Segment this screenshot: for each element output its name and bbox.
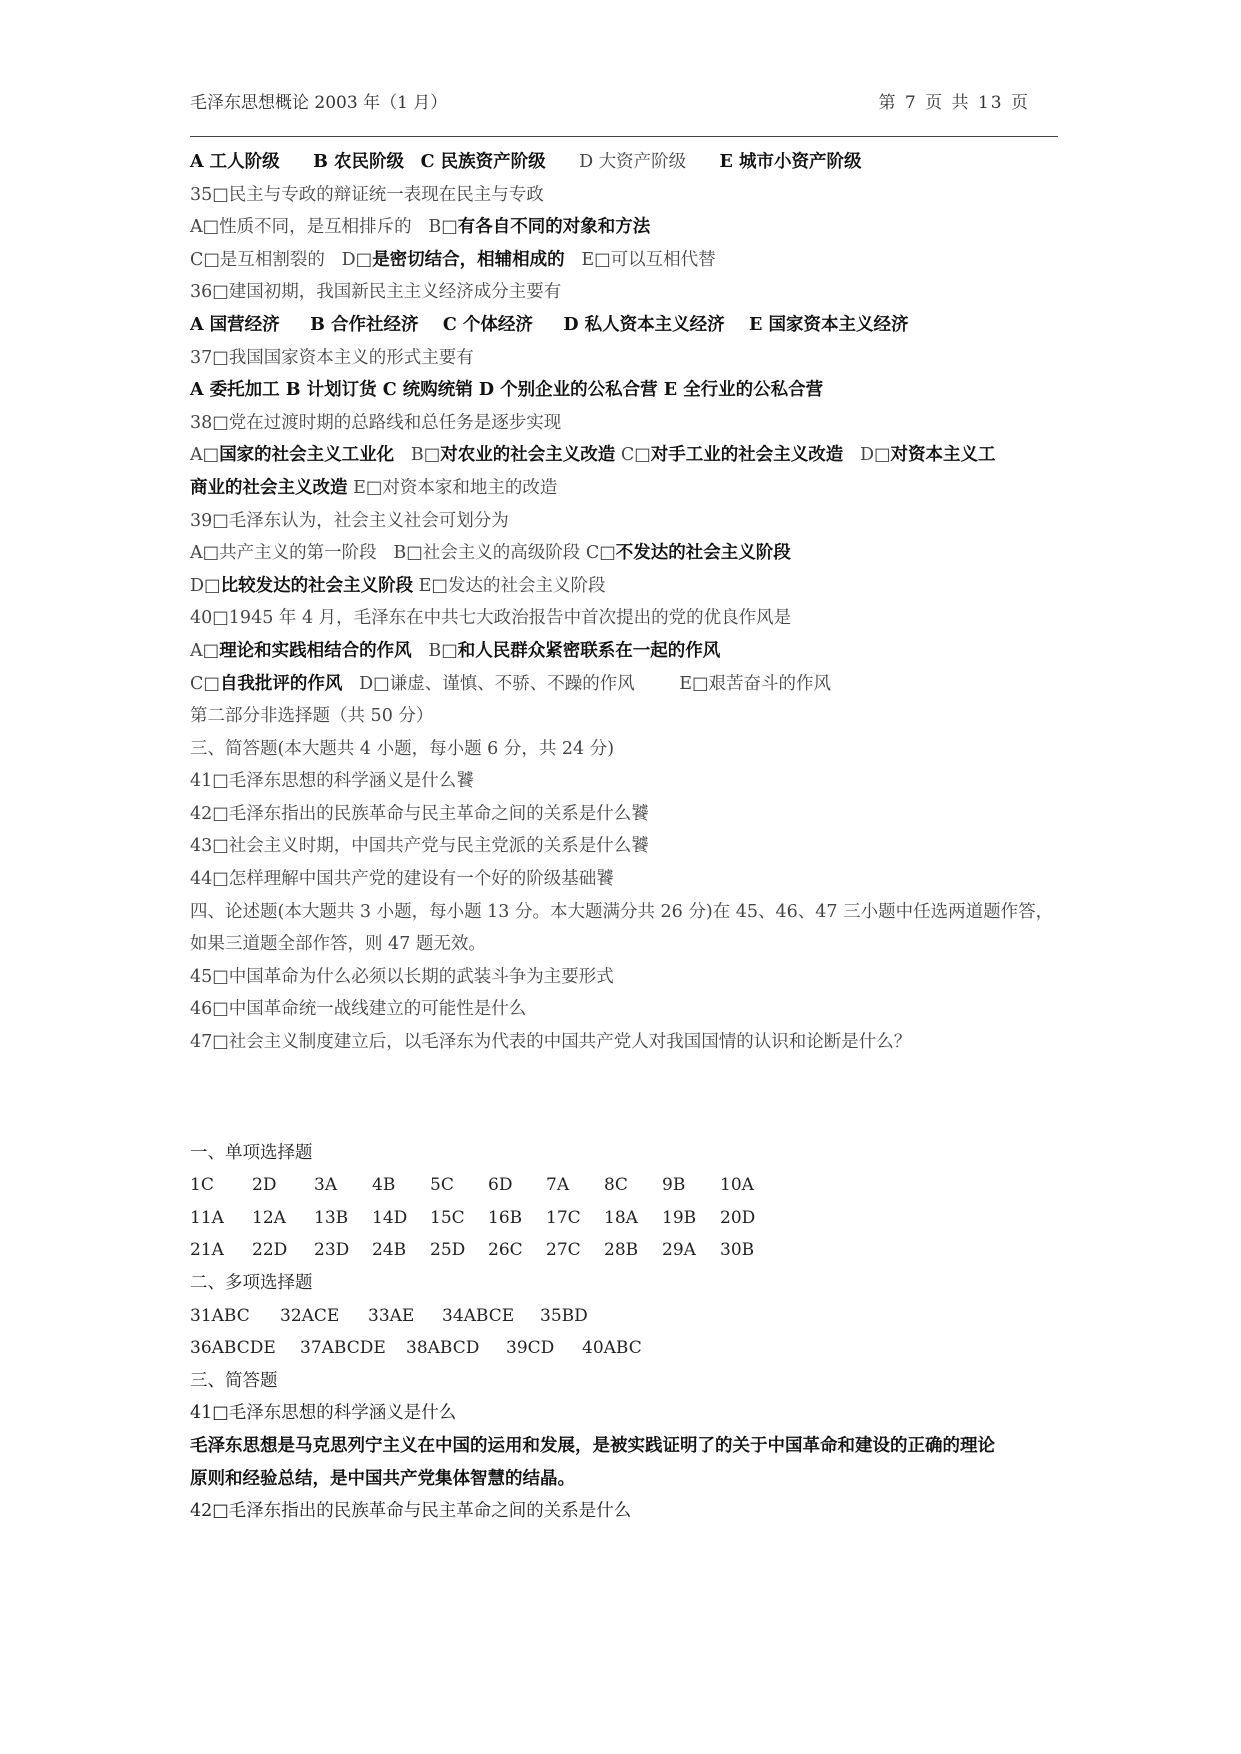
text-line [190, 798, 1060, 831]
text-line [190, 179, 1060, 212]
text-run: E□发达的社会主义阶段 [413, 575, 606, 596]
text-run: 45□中国革命为什么必须以长期的武装斗争为主要形式 [190, 966, 614, 987]
answer-section-title: 一、单项选择题 [190, 1142, 313, 1163]
answer-highlight: 商业的社会主义改造 [190, 477, 348, 498]
answer-highlight: 自我批评的作风 [219, 673, 343, 694]
answer-cell: 29A [662, 1240, 696, 1261]
answer-highlight: B 农民阶级 [313, 152, 404, 172]
answer-highlight: E 城市小资产阶级 [719, 152, 862, 172]
text-line [190, 602, 1060, 635]
answer-row [190, 1169, 1060, 1202]
answer-row [190, 1202, 1060, 1235]
answer-cell: 12A [252, 1207, 286, 1228]
answer-cell: 35BD [540, 1305, 588, 1326]
answer-highlight: 理论和实践相结合的作风 [219, 640, 412, 661]
answer-cell: 9B [662, 1175, 686, 1196]
answer-cell: 30B [720, 1240, 755, 1261]
text-line [190, 439, 1060, 472]
page-header [190, 88, 1060, 118]
text-run: D□ [843, 445, 891, 466]
text-line [190, 700, 1060, 733]
text-line [190, 635, 1060, 668]
text-line [190, 896, 1060, 929]
answer-cell: 31ABC [190, 1305, 250, 1326]
text-run: 36□建国初期，我国新民主主义经济成分主要有 [190, 282, 562, 303]
text-line [190, 309, 1060, 342]
answer-section-title: 二、多项选择题 [190, 1273, 313, 1293]
answer-cell: 13B [314, 1207, 349, 1228]
answer-highlight: C 民族资产阶级 [420, 152, 546, 172]
answer-cell: 39CD [506, 1338, 555, 1359]
answer-cell: 24B [372, 1240, 407, 1261]
answer-cell: 40ABC [582, 1338, 642, 1359]
text-run: B□ [394, 445, 441, 466]
text-run: 40□1945 年 4 月，毛泽东在中共七大政治报告中首次提出的党的优良作风是 [190, 608, 792, 629]
answer-section-title: 三、简答题 [190, 1370, 278, 1391]
answer-cell: 1C [190, 1175, 214, 1196]
text-run: 38□党在过渡时期的总路线和总任务是逐步实现 [190, 412, 562, 433]
answer-cell: 7A [546, 1175, 570, 1196]
answer-highlight: 有各自不同的对象和方法 [457, 217, 651, 238]
answer-cell: 3A [314, 1175, 338, 1196]
text-run: A□ [190, 640, 220, 661]
answer-row [190, 1234, 1060, 1267]
answer-highlight: 对农业的社会主义改造 [440, 445, 616, 466]
answer-highlight: 比较发达的社会主义阶段 [220, 575, 414, 596]
text-line [190, 765, 1060, 798]
text-line [190, 830, 1060, 863]
text-run: 46□中国革命统一战线建立的可能性是什么 [190, 999, 527, 1020]
answer-highlight: 国家的社会主义工业化 [219, 445, 395, 466]
text-run: E□可以互相代替 [564, 249, 716, 270]
section-gap [190, 1059, 1060, 1137]
text-run: A□共产主义的第一阶段 B□社会主义的高级阶段 C□ [190, 543, 616, 564]
answer-cell: 19B [662, 1207, 697, 1228]
answer-cell: 21A [190, 1240, 224, 1261]
answer-highlight: 和人民群众紧密联系在一起的作风 [457, 640, 721, 661]
answer-text: 毛泽东思想是马克思列宁主义在中国的运用和发展，是被实践证明了的关于中国革命和建设的正确的理论 [190, 1435, 995, 1456]
answer-cell: 36ABCDE [190, 1338, 276, 1359]
answer-cell: 17C [546, 1207, 581, 1228]
text-line [190, 537, 1060, 570]
answer-cell: 26C [488, 1240, 523, 1261]
answer-highlight: A 委托加工 B 计划订货 C 统购统销 D 个别企业的公私合营 E 全行业的公私合营 [190, 380, 824, 401]
text-run: D 大资产阶级 [545, 152, 720, 172]
answer-cell: 25D [430, 1240, 466, 1261]
answer-highlight: 对手工业的社会主义改造 [650, 445, 844, 466]
text-run [404, 152, 421, 172]
text-run: 43□社会主义时期，中国共产党与民主党派的关系是什么饕 [190, 836, 649, 857]
answer-highlight: A 国营经济 B 合作社经济 C 个体经济 D 私人资本主义经济 E 国家资本主义经济 [190, 314, 909, 335]
text-run: C□ [190, 673, 220, 694]
text-line [190, 146, 1060, 179]
answer-cell: 4B [372, 1175, 396, 1196]
answer-row [190, 1300, 1060, 1333]
text-run: C□是互相割裂的 D□ [190, 249, 373, 270]
text-line [190, 1026, 1060, 1059]
document-body [190, 146, 1060, 1528]
text-line [190, 928, 1060, 961]
answer-cell: 38ABCD [406, 1338, 480, 1359]
text-line [190, 863, 1060, 896]
text-run: 第二部分非选择题（共 50 分） [190, 706, 434, 727]
answer-cell: 20D [720, 1207, 756, 1228]
text-run: 35□民主与专政的辩证统一表现在民主与专政 [190, 184, 544, 205]
text-run: 44□怎样理解中国共产党的建设有一个好的阶级基础饕 [190, 869, 614, 890]
text-line [190, 211, 1060, 244]
text-line [190, 276, 1060, 309]
text-line [190, 374, 1060, 407]
answer-cell: 8C [604, 1175, 628, 1196]
text-run: C□ [615, 445, 651, 466]
answer-cell: 32ACE [280, 1305, 340, 1326]
answer-cell: 16B [488, 1207, 523, 1228]
text-line [190, 733, 1060, 766]
answer-cell: 10A [720, 1175, 754, 1196]
text-run: D□ [190, 575, 221, 596]
text-line [190, 668, 1060, 701]
answer-highlight: A 工人阶级 [190, 152, 280, 172]
answer-highlight: 对资本主义工 [890, 445, 996, 466]
answer-cell: 27C [546, 1240, 581, 1261]
text-run: B□ [411, 640, 458, 661]
header-page-info: 第 7 页 共 13 页 [878, 93, 1030, 113]
answer-cell: 23D [314, 1240, 350, 1261]
text-run [280, 152, 313, 172]
answer-question: 41□毛泽东思想的科学涵义是什么 [190, 1403, 457, 1424]
answer-question: 42□毛泽东指出的民族革命与民主革命之间的关系是什么 [190, 1501, 632, 1522]
answer-cell: 28B [604, 1240, 639, 1261]
answer-cell: 5C [430, 1175, 454, 1196]
answer-cell: 37ABCDE [300, 1338, 386, 1359]
answer-text: 原则和经验总结，是中国共产党集体智慧的结晶。 [190, 1468, 575, 1489]
text-run: 41□毛泽东思想的科学涵义是什么饕 [190, 771, 474, 792]
text-line [190, 407, 1060, 440]
answer-cell: 14D [372, 1207, 408, 1228]
text-run: 47□社会主义制度建立后，以毛泽东为代表的中国共产党人对我国国情的认识和论断是什么？ [190, 1032, 912, 1053]
text-run: 37□我国国家资本主义的形式主要有 [190, 347, 474, 368]
text-line [190, 961, 1060, 994]
text-run: 四、论述题(本大题共 3 小题，每小题 13 分。本大题满分共 26 分)在 45、46、47 三小题中任选两道题作答， [190, 901, 1054, 922]
answer-cell: 15C [430, 1207, 465, 1228]
answer-cell: 6D [488, 1175, 513, 1196]
text-run: 如果三道题全部作答，则 47 题无效。 [190, 934, 486, 955]
text-line [190, 570, 1060, 603]
text-run: 42□毛泽东指出的民族革命与民主革命之间的关系是什么饕 [190, 803, 649, 824]
header-title: 毛泽东思想概论 2003 年（1 月） [190, 93, 448, 113]
answer-cell: 22D [252, 1240, 288, 1261]
text-run: D□谦虚、谨慎、不骄、不躁的作风 E□艰苦奋斗的作风 [342, 673, 832, 694]
answer-cell: 34ABCE [442, 1305, 515, 1326]
answer-highlight: 不发达的社会主义阶段 [615, 543, 791, 564]
question-lines [190, 146, 1060, 1059]
text-line [190, 342, 1060, 375]
answer-row [190, 1332, 1060, 1365]
text-run: A□ [190, 445, 220, 466]
answer-highlight: 是密切结合，相辅相成的 [372, 249, 565, 270]
answer-cell: 18A [604, 1207, 638, 1228]
text-line [190, 244, 1060, 277]
text-run: 39□毛泽东认为，社会主义社会可划分为 [190, 510, 509, 531]
answer-cell: 33AE [368, 1305, 415, 1326]
answer-cell: 11A [190, 1207, 224, 1228]
answer-key [190, 1137, 1060, 1528]
text-run: 三、简答题(本大题共 4 小题，每小题 6 分，共 24 分) [190, 738, 615, 759]
text-line [190, 472, 1060, 505]
text-run: A□性质不同，是互相排斥的 B□ [190, 217, 458, 238]
text-run: E□对资本家和地主的改造 [347, 477, 558, 498]
answer-cell: 2D [252, 1175, 277, 1196]
header-divider [190, 136, 1058, 137]
text-line [190, 993, 1060, 1026]
text-line [190, 505, 1060, 538]
